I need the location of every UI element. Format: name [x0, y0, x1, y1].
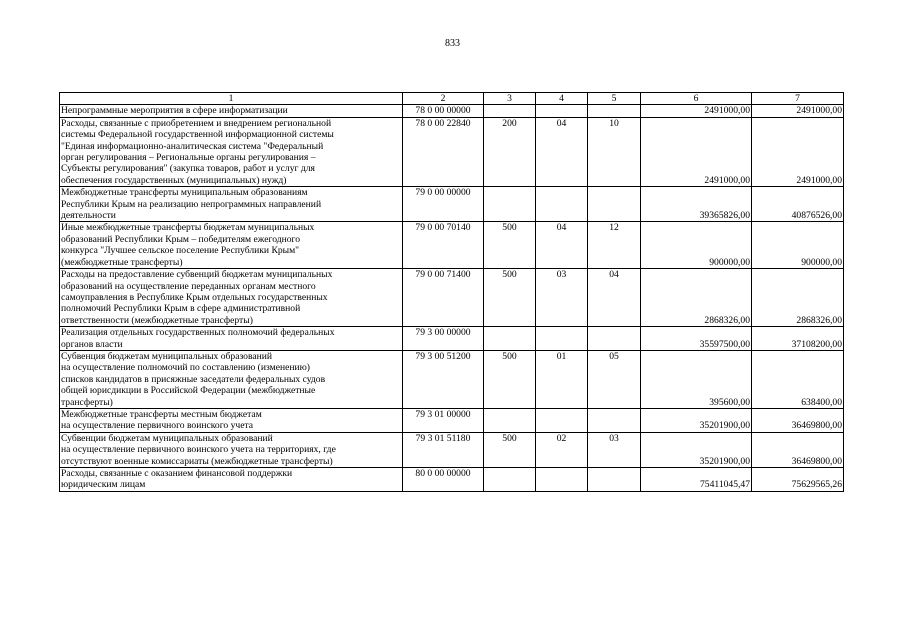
header-cell: 3 — [484, 93, 536, 105]
amount-year2-cell: 2868326,00 — [752, 269, 844, 327]
amount-year2-cell: 36469800,00 — [752, 408, 844, 432]
header-cell: 2 — [403, 93, 484, 105]
subsection-cell: 12 — [588, 222, 641, 269]
row-name-cell: Непрограммные мероприятия в сфере информатизации — [60, 105, 403, 117]
header-cell: 7 — [752, 93, 844, 105]
amount-year1-cell: 2491000,00 — [641, 117, 752, 186]
row-name-cell: Межбюджетные трансферты муниципальным образованиям Республики Крым на реализацию непрограммных направлений деятельности — [60, 187, 403, 222]
subsection-cell — [588, 327, 641, 351]
row-name-cell: Субвенции бюджетам муниципальных образований на осуществление первичного воинского учета на территориях, где отсутствуют военные комиссариаты (межбюджетные трансферты) — [60, 432, 403, 467]
expense-type-cell: 500 — [484, 222, 536, 269]
subsection-cell — [588, 468, 641, 492]
amount-year2-cell: 36469800,00 — [752, 432, 844, 467]
row-name-cell: Расходы на предоставление субвенций бюджетам муниципальных образований на осуществление переданных органам местного самоуправления в Республике Крым отдельных государственных полномочий Республики Крым в сфере административной ответственности (межбюджетные трансферты) — [60, 269, 403, 327]
section-cell: 04 — [536, 117, 588, 186]
header-cell: 6 — [641, 93, 752, 105]
subsection-cell — [588, 187, 641, 222]
amount-year1-cell: 39365826,00 — [641, 187, 752, 222]
table-row — [60, 408, 844, 432]
header-cell: 4 — [536, 93, 588, 105]
amount-year2-cell: 75629565,26 — [752, 468, 844, 492]
amount-year1-cell: 35201900,00 — [641, 432, 752, 467]
row-name-cell: Субвенция бюджетам муниципальных образований на осуществление полномочий по составлению (изменению) списков кандидатов в присяжные заседатели федеральных судов общей юрисдикции в Российской Федерации (межбюджетные трансферты) — [60, 350, 403, 408]
section-cell: 01 — [536, 350, 588, 408]
program-code-cell: 79 0 00 70140 — [403, 222, 484, 269]
program-code-cell: 79 3 00 51200 — [403, 350, 484, 408]
expense-type-cell — [484, 327, 536, 351]
section-cell: 04 — [536, 222, 588, 269]
program-code-cell: 79 3 00 00000 — [403, 327, 484, 351]
section-cell — [536, 468, 588, 492]
subsection-cell: 04 — [588, 269, 641, 327]
table-row — [60, 468, 844, 492]
section-cell: 02 — [536, 432, 588, 467]
amount-year1-cell: 2868326,00 — [641, 269, 752, 327]
expense-type-cell — [484, 187, 536, 222]
section-cell — [536, 408, 588, 432]
section-cell — [536, 187, 588, 222]
row-name-cell: Расходы, связанные с приобретением и внедрением региональной системы Федеральной государственной информационной системы "Единая информационно-аналитическая система "Федеральный орган регулирования – Региональные органы регулирования – Субъекты регулирования" (закупка товаров, работ и услуг для обеспечения государственных (муниципальных) нужд) — [60, 117, 403, 186]
subsection-cell — [588, 105, 641, 117]
program-code-cell: 80 0 00 00000 — [403, 468, 484, 492]
amount-year2-cell: 37108200,00 — [752, 327, 844, 351]
amount-year2-cell: 638400,00 — [752, 350, 844, 408]
program-code-cell: 79 0 00 00000 — [403, 187, 484, 222]
program-code-cell: 79 3 01 51180 — [403, 432, 484, 467]
amount-year1-cell: 2491000,00 — [641, 105, 752, 117]
row-name-cell: Расходы, связанные с оказанием финансовой поддержки юридическим лицам — [60, 468, 403, 492]
subsection-cell — [588, 408, 641, 432]
table-row — [60, 327, 844, 351]
program-code-cell: 78 0 00 22840 — [403, 117, 484, 186]
header-cell: 1 — [60, 93, 403, 105]
program-code-cell: 78 0 00 00000 — [403, 105, 484, 117]
section-cell — [536, 327, 588, 351]
amount-year1-cell: 395600,00 — [641, 350, 752, 408]
amount-year1-cell: 900000,00 — [641, 222, 752, 269]
row-name-cell: Межбюджетные трансферты местным бюджетам на осуществление первичного воинского учета — [60, 408, 403, 432]
expense-type-cell: 500 — [484, 432, 536, 467]
table-row — [60, 117, 844, 186]
table-row — [60, 187, 844, 222]
table-header-row — [60, 93, 844, 105]
amount-year1-cell: 75411045,47 — [641, 468, 752, 492]
table-row — [60, 105, 844, 117]
table-row — [60, 432, 844, 467]
expense-type-cell: 500 — [484, 350, 536, 408]
subsection-cell: 03 — [588, 432, 641, 467]
program-code-cell: 79 3 01 00000 — [403, 408, 484, 432]
expense-type-cell: 200 — [484, 117, 536, 186]
amount-year1-cell: 35201900,00 — [641, 408, 752, 432]
table-row — [60, 350, 844, 408]
header-cell: 5 — [588, 93, 641, 105]
amount-year2-cell: 900000,00 — [752, 222, 844, 269]
subsection-cell: 05 — [588, 350, 641, 408]
amount-year2-cell: 40876526,00 — [752, 187, 844, 222]
row-name-cell: Иные межбюджетные трансферты бюджетам муниципальных образований Республики Крым – победителям ежегодного конкурса "Лучшее сельское поселение Республики Крым" (межбюджетные трансферты) — [60, 222, 403, 269]
page-number: 833 — [445, 38, 460, 49]
row-name-cell: Реализация отдельных государственных полномочий федеральных органов власти — [60, 327, 403, 351]
subsection-cell: 10 — [588, 117, 641, 186]
expense-type-cell — [484, 468, 536, 492]
section-cell: 03 — [536, 269, 588, 327]
section-cell — [536, 105, 588, 117]
expense-type-cell — [484, 408, 536, 432]
amount-year1-cell: 35597500,00 — [641, 327, 752, 351]
expense-type-cell — [484, 105, 536, 117]
amount-year2-cell: 2491000,00 — [752, 105, 844, 117]
table-row — [60, 269, 844, 327]
program-code-cell: 79 0 00 71400 — [403, 269, 484, 327]
amount-year2-cell: 2491000,00 — [752, 117, 844, 186]
budget-table — [59, 92, 844, 492]
table-row — [60, 222, 844, 269]
expense-type-cell: 500 — [484, 269, 536, 327]
